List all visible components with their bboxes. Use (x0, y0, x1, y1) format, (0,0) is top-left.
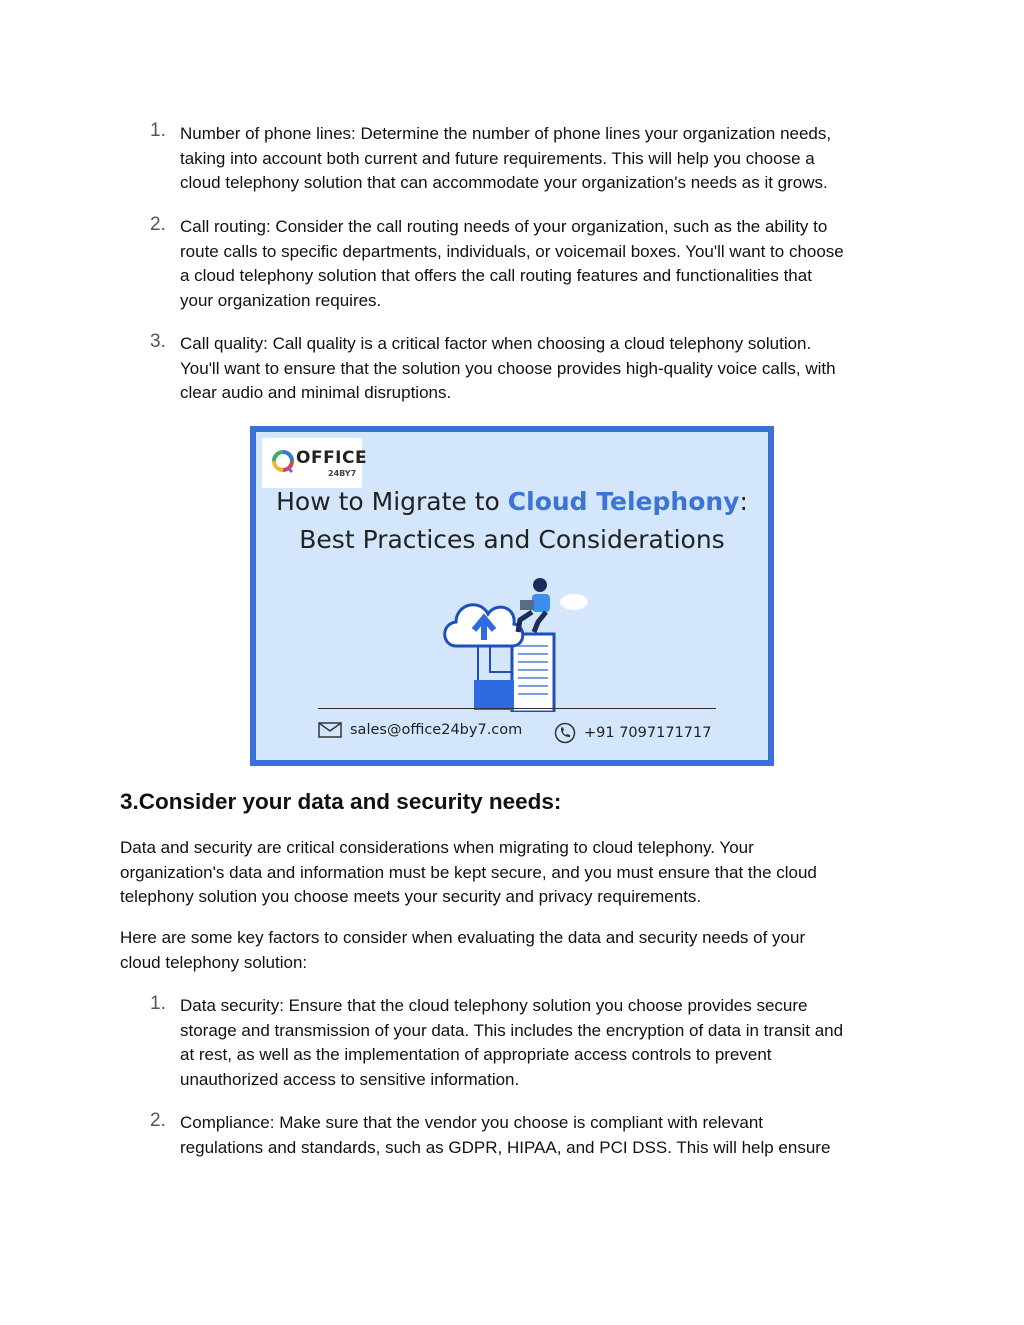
line: regulations and standards, such as GDPR, HIPAA, and PCI DSS. This will help ensure (180, 1137, 831, 1157)
title-colon: : (739, 487, 748, 516)
banner-divider (318, 708, 716, 709)
line: at rest, as well as the implementation of appropriate access controls to prevent (180, 1045, 772, 1064)
list-number: 2. (150, 214, 166, 235)
paragraph (120, 926, 905, 975)
phone-text: +91 7097171717 (584, 725, 712, 741)
line: a cloud telephony solution that offers the call routing features and functionalities that (180, 266, 812, 285)
line: You'll want to ensure that the solution you choose provides high-quality voice calls, with (180, 358, 836, 378)
banner-title-line2: Best Practices and Considerations (299, 525, 725, 554)
office24by7-logo (262, 438, 368, 488)
banner-phone (554, 722, 711, 744)
line: Call quality: Call quality is a critical factor when choosing a cloud telephony solution. (180, 334, 812, 353)
line: organization's data and information must be kept secure, and you must ensure that the cloud (120, 862, 817, 882)
line: Call routing: Consider the call routing needs of your organization, such as the ability to (180, 217, 828, 236)
line: telephony solution you choose meets your security and privacy requirements. (120, 887, 702, 906)
paragraph (120, 836, 905, 910)
line: Here are some key factors to consider when evaluating the data and security needs of your (120, 928, 806, 947)
title-highlight: Cloud Telephony (507, 487, 740, 516)
line: storage and transmission of your data. This includes the encryption of data in transit and (180, 1020, 844, 1040)
line: unauthorized access to sensitive information. (180, 1069, 520, 1089)
list-item (180, 122, 905, 196)
list-number: 1. (150, 993, 166, 1014)
line: cloud telephony solution that can accommodate your organization's needs as it grows. (180, 173, 828, 192)
list-item (180, 994, 905, 1092)
logo-text: OFFICE (296, 448, 368, 468)
mail-icon (318, 722, 342, 738)
list-item (180, 1111, 905, 1160)
cloud-upload-icon (434, 572, 594, 712)
phone-icon (554, 722, 576, 744)
line: cloud telephony solution: (120, 952, 308, 972)
line: route calls to specific departments, individuals, or voicemail boxes. You'll want to choose (180, 241, 844, 261)
promo-banner-image (250, 426, 774, 766)
list-item (180, 215, 905, 313)
banner-title-line1 (256, 487, 768, 516)
title-part: How to Migrate to (276, 487, 508, 516)
list-number: 3. (150, 331, 166, 352)
logo-subtext: 24BY7 (328, 469, 357, 478)
line: Number of phone lines: Determine the number of phone lines your organization needs, (180, 124, 832, 143)
logo-q-icon (270, 448, 296, 474)
banner-email (318, 722, 522, 738)
line: clear audio and minimal disruptions. (180, 383, 452, 402)
line: Data and security are critical considerations when migrating to cloud telephony. Your (120, 838, 754, 857)
email-text: sales@office24by7.com (350, 722, 523, 738)
line: Compliance: Make sure that the vendor you choose is compliant with relevant (180, 1113, 764, 1132)
section-heading: 3.Consider your data and security needs: (120, 789, 562, 814)
banner-inner (256, 432, 768, 760)
line: your organization requires. (180, 290, 382, 310)
list-number: 2. (150, 1110, 166, 1131)
line: Data security: Ensure that the cloud telephony solution you choose provides secure (180, 996, 808, 1015)
list-number: 1. (150, 120, 166, 141)
line: taking into account both current and future requirements. This will help you choose a (180, 148, 815, 168)
list-item (180, 332, 905, 406)
